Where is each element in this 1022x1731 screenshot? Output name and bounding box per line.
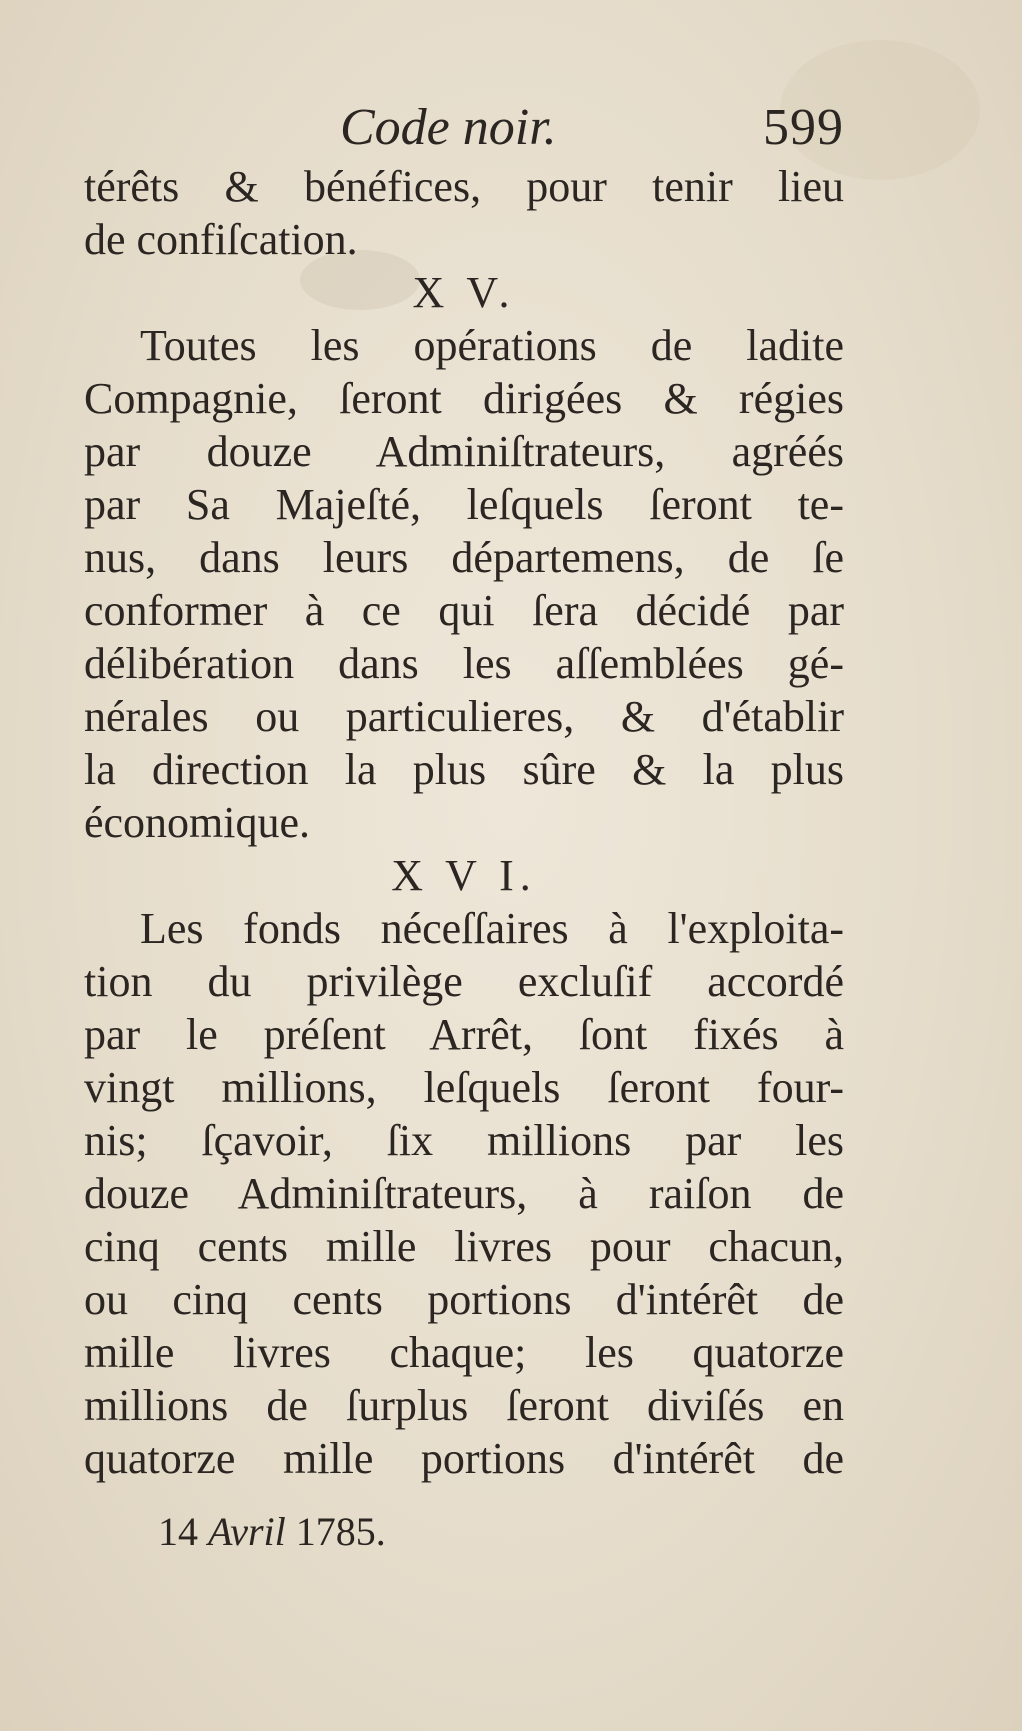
body-text: [84, 160, 844, 1485]
page-number: 599: [763, 99, 844, 156]
text-line: millions de ſurplus ſeront diviſés en: [84, 1381, 844, 1430]
text-line: vingt millions, leſquels ſeront four-: [84, 1063, 844, 1112]
text-line: conformer à ce qui ſera décidé par: [84, 586, 844, 635]
article-heading: X V I.: [391, 851, 537, 900]
text-line: délibération dans les aſſemblées gé-: [84, 639, 844, 688]
article-heading: X V.: [412, 268, 516, 317]
text-line: Compagnie, ſeront dirigées & régies: [84, 374, 844, 423]
text-line: mille livres chaque; les quatorze: [84, 1328, 844, 1377]
text-line: térêts & bénéfices, pour tenir lieu: [84, 162, 844, 211]
text-line: par le préſent Arrêt, ſont fixés à: [84, 1010, 844, 1059]
text-line: quatorze mille portions d'intérêt de: [84, 1434, 844, 1483]
text-line: cinq cents mille livres pour chacun,: [84, 1222, 844, 1271]
text-line: nus, dans leurs départemens, de ſe: [84, 533, 844, 582]
running-title: Code noir.: [340, 99, 557, 156]
page-footer-date: [158, 1502, 386, 1562]
text-line: par douze Adminiſtrateurs, agréés: [84, 427, 844, 476]
text-line: tion du privilège excluſif accordé: [84, 957, 844, 1006]
text-line: nis; ſçavoir, ſix millions par les: [84, 1116, 844, 1165]
page-header: [84, 96, 844, 160]
text-line: Les fonds néceſſaires à l'exploita-: [140, 904, 844, 953]
footer-day: 14: [158, 1509, 198, 1554]
text-line: douze Adminiſtrateurs, à raiſon de: [84, 1169, 844, 1218]
footer-month: Avril: [208, 1509, 286, 1554]
text-line: la direction la plus sûre & la plus: [84, 745, 844, 794]
text-line: par Sa Majeſté, leſquels ſeront te-: [84, 480, 844, 529]
text-line: économique.: [84, 798, 311, 847]
text-line: de confiſcation.: [84, 215, 358, 264]
text-line: ou cinq cents portions d'intérêt de: [84, 1275, 844, 1324]
text-line: Toutes les opérations de ladite: [140, 321, 844, 370]
footer-year: 1785.: [295, 1509, 386, 1554]
text-line: nérales ou particulieres, & d'établir: [84, 692, 844, 741]
